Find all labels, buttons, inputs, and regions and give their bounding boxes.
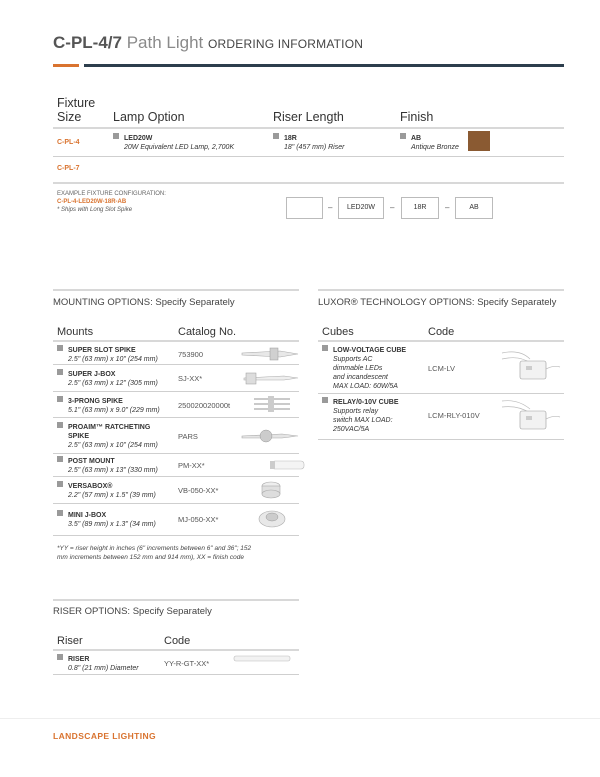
riser-code: 18R	[284, 135, 297, 142]
divider	[53, 453, 299, 454]
mount-item: POST MOUNT 2.5" (63 mm) x 13" (330 mm)	[57, 456, 158, 475]
example-note: * Ships with Long Slot Spike	[57, 207, 133, 213]
mount-code: MJ-050-XX*	[178, 515, 219, 524]
col-fixture-size: Fixture Size	[57, 96, 96, 124]
relay-cube-image	[500, 395, 562, 437]
divider	[318, 439, 564, 440]
versabox-image	[258, 477, 284, 501]
mounting-note: *YY = riser height in inches (6" increments between 6" and 36"; 152 mm increments between 152 mm and 914 mm), XX = finish code	[57, 545, 252, 561]
mount-code: 250020020000t	[178, 401, 231, 410]
mount-code: SJ-XX*	[178, 374, 203, 383]
finish-swatch	[468, 131, 490, 151]
model-name: C-PL-4/7	[53, 33, 122, 52]
finish-code: AB	[411, 135, 422, 142]
checkbox-icon	[57, 481, 63, 487]
product-name: Path Light	[126, 33, 204, 52]
riser-length	[273, 133, 344, 152]
mount-item: MINI J-BOX 3.5" (89 mm) x 1.3" (34 mm)	[57, 510, 156, 529]
ratchet-spike-image	[240, 425, 302, 447]
example-label: EXAMPLE FIXTURE CONFIGURATION:	[57, 191, 166, 197]
page-title	[53, 33, 363, 53]
col-catalog: Catalog No.	[178, 326, 237, 338]
col-riser-code: Code	[164, 635, 191, 647]
config-box-size	[286, 197, 323, 219]
cube-item: RELAY/0-10V CUBE Supports relay switch MAX LOAD: 250VAC/5A	[322, 397, 399, 434]
col-code: Code	[428, 326, 455, 338]
prong-spike-image	[250, 393, 295, 415]
col-finish: Finish	[400, 110, 434, 124]
checkbox-icon	[57, 456, 63, 462]
col-mounts: Mounts	[57, 326, 94, 338]
col-riser-length: Riser Length	[273, 110, 344, 124]
divider	[53, 364, 299, 365]
divider	[53, 535, 299, 536]
mount-item: PROAIM™ RATCHETING SPIKE 2.5" (63 mm) x 10" (254 mm)	[57, 422, 158, 450]
checkbox-icon	[57, 345, 63, 351]
riser-desc: 18" (457 mm) Riser	[284, 144, 345, 151]
accent-bar	[53, 64, 79, 67]
config-box-finish: AB	[455, 197, 493, 219]
section-name: ORDERING INFORMATION	[208, 37, 364, 51]
mount-code: PM-XX*	[178, 461, 205, 470]
config-dash: –	[390, 203, 395, 212]
config-dash: –	[328, 203, 333, 212]
checkbox-icon	[322, 345, 328, 351]
checkbox-icon	[400, 133, 406, 139]
mount-item: 3-PRONG SPIKE 5.1" (63 mm) x 9.0" (229 mm)	[57, 396, 160, 415]
divider	[318, 340, 564, 342]
cube-code: LCM-LV	[428, 364, 455, 373]
divider	[53, 289, 299, 291]
divider	[53, 417, 299, 418]
mounting-title: MOUNTING OPTIONS: Specify Separately	[53, 297, 235, 308]
checkbox-icon	[57, 369, 63, 375]
jbox-image	[240, 369, 302, 387]
cube-item: LOW-VOLTAGE CUBE Supports AC dimmable LEDs and incandescent MAX LOAD: 60W/5A	[322, 345, 406, 391]
divider	[53, 391, 299, 392]
lamp-option	[113, 133, 234, 152]
lamp-desc: 20W Equivalent LED Lamp, 2,700K	[124, 144, 235, 151]
mount-code: PARS	[178, 432, 198, 441]
divider	[53, 503, 299, 504]
footer-line	[0, 718, 600, 719]
mount-code: VB-050-XX*	[178, 486, 219, 495]
checkbox-icon	[57, 396, 63, 402]
divider	[53, 649, 299, 651]
divider	[53, 599, 299, 601]
riser-image	[232, 654, 292, 664]
divider	[53, 182, 564, 184]
cube-code: LCM-RLY-010V	[428, 411, 480, 420]
col-lamp-option: Lamp Option	[113, 110, 185, 124]
checkbox-icon	[57, 510, 63, 516]
finish-desc: Antique Bronze	[411, 144, 459, 151]
config-box-lamp: LED20W	[338, 197, 384, 219]
post-mount-image	[268, 458, 306, 472]
checkbox-icon	[273, 133, 279, 139]
luxor-title: LUXOR® TECHNOLOGY OPTIONS: Specify Separately	[318, 297, 557, 308]
divider	[53, 674, 299, 675]
mount-item: SUPER J-BOX 2.5" (63 mm) x 12" (305 mm)	[57, 369, 158, 388]
fixture-size-7: C-PL-7	[57, 165, 80, 172]
footer-label: LANDSCAPE LIGHTING	[53, 731, 157, 741]
checkbox-icon	[57, 654, 63, 660]
riser-code: YY-R-GT-XX*	[164, 659, 210, 668]
divider	[53, 127, 564, 129]
mini-jbox-image	[256, 505, 288, 531]
col-cubes: Cubes	[322, 326, 354, 338]
config-dash: –	[445, 203, 450, 212]
fixture-size-4: C-PL-4	[57, 139, 80, 146]
mount-item: VERSABOX® 2.2" (57 mm) x 1.5" (39 mm)	[57, 481, 156, 500]
checkbox-icon	[57, 422, 63, 428]
col-riser: Riser	[57, 635, 83, 647]
riser-item: RISER 0.8" (21 mm) Diameter	[57, 654, 139, 673]
checkbox-icon	[113, 133, 119, 139]
example-config	[57, 190, 166, 214]
riser-title: RISER OPTIONS: Specify Separately	[53, 606, 212, 617]
mount-item: SUPER SLOT SPIKE 2.5" (63 mm) x 10" (254 mm)	[57, 345, 158, 364]
divider	[53, 340, 299, 342]
checkbox-icon	[322, 397, 328, 403]
example-code: C-PL-4-LED20W-18R-AB	[57, 199, 127, 205]
spike-image	[240, 345, 302, 363]
divider	[53, 156, 564, 157]
low-voltage-cube-image	[500, 345, 562, 387]
lamp-code: LED20W	[124, 135, 153, 142]
divider	[318, 393, 564, 394]
title-bar	[84, 64, 564, 67]
mount-code: 753900	[178, 350, 204, 359]
divider	[318, 289, 564, 291]
finish-option	[400, 133, 459, 152]
config-box-riser: 18R	[401, 197, 439, 219]
